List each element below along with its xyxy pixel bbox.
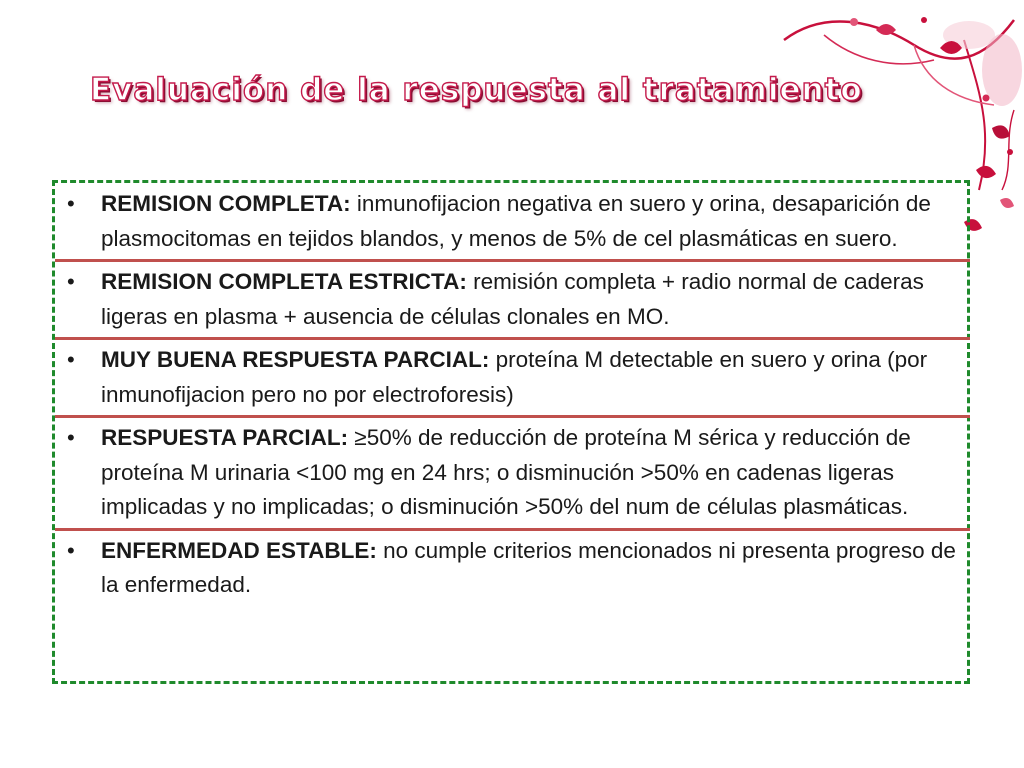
criteria-text: inmunofijacion negativa en suero y orina, desaparición de plasmocitomas en tejidos blandos, y menos de 5% de cel plasmáticas en suero.	[101, 191, 931, 251]
criteria-text: no cumple criterios mencionados ni presenta progreso de la enfermedad.	[101, 537, 956, 597]
bullet-icon: •	[67, 269, 75, 294]
criteria-term: RESPUESTA PARCIAL:	[101, 425, 349, 450]
bullet-icon: •	[67, 537, 75, 563]
bullet-icon: •	[67, 425, 75, 450]
list-item	[55, 262, 970, 340]
list-item	[55, 184, 970, 262]
criteria-text: proteína M detectable en suero y orina (por inmunofijacion pero no por electroforesis)	[101, 347, 928, 407]
criteria-text: remisión completa + radio normal de caderas ligeras en plasma + ausencia de células clonales en MO.	[101, 269, 924, 329]
criteria-list	[55, 184, 970, 606]
list-item	[55, 418, 970, 531]
criteria-term: MUY BUENA RESPUESTA PARCIAL:	[101, 347, 490, 372]
list-item	[55, 340, 970, 418]
list-item	[55, 531, 970, 606]
criteria-term: REMISION COMPLETA:	[101, 191, 351, 216]
slide-title: Evaluación de la respuesta al tratamiento	[90, 72, 863, 108]
criteria-term: ENFERMEDAD ESTABLE:	[101, 537, 377, 563]
bullet-icon: •	[67, 191, 75, 216]
bullet-icon: •	[67, 347, 75, 372]
criteria-text: ≥50% de reducción de proteína M sérica y reducción de proteína M urinaria <100 mg en 24 hrs; o disminución >50% en cadenas ligeras implicadas y no implicadas; o disminución >50% del num de células plasmáticas.	[101, 425, 911, 519]
criteria-term: REMISION COMPLETA ESTRICTA:	[101, 269, 467, 294]
